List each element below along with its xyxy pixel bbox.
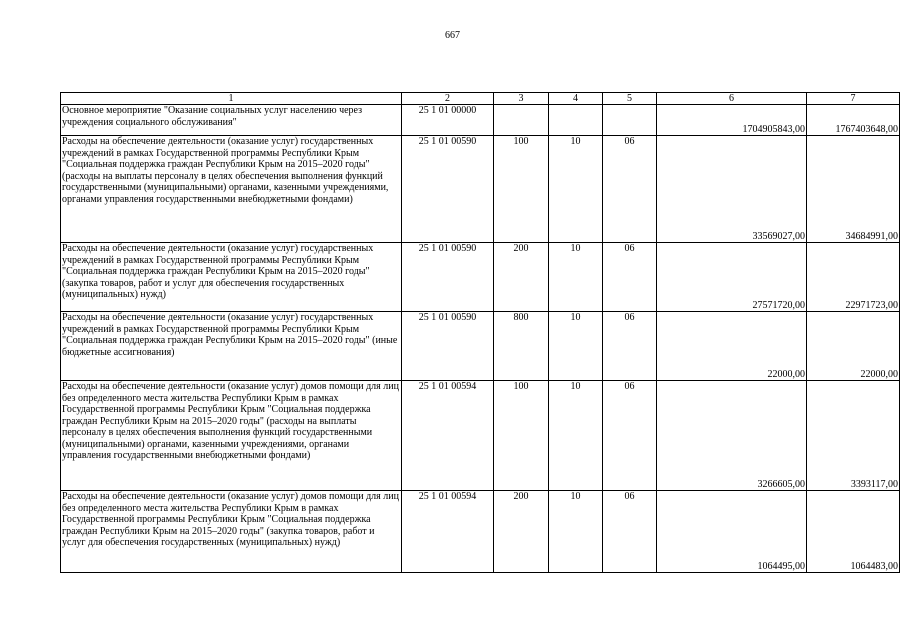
page-number: 667 <box>445 30 460 41</box>
row-amount-col7: 34684991,00 <box>807 136 900 243</box>
table-row <box>61 381 900 491</box>
row-section: 10 <box>549 381 603 491</box>
column-header: 4 <box>549 93 603 105</box>
row-section <box>549 105 603 136</box>
table-row <box>61 105 900 136</box>
row-expense-type: 200 <box>494 243 549 312</box>
row-expense-type: 800 <box>494 312 549 381</box>
row-name: Расходы на обеспечение деятельности (оказание услуг) государственных учреждений в рамках Государственной программы Республики Крым "Социальная поддержка граждан Республики Крым на 2015–2020 годы" (расходы на выплаты персоналу в целях обеспечения выполнения функций государственными (муниципальными) органами, казенными учреждениями, органами управления государственными внебюджетными фондами) <box>61 136 402 243</box>
table-row <box>61 312 900 381</box>
column-header: 1 <box>61 93 402 105</box>
row-amount-col7: 22000,00 <box>807 312 900 381</box>
column-header: 7 <box>807 93 900 105</box>
row-name: Расходы на обеспечение деятельности (оказание услуг) домов помощи для лиц без определенного места жительства Республики Крым в рамках Государственной программы Республики Крым "Социальная поддержка граждан Республики Крым на 2015–2020 годы" (закупка товаров, работ и услуг для обеспечения государственных (муниципальных) нужд) <box>61 491 402 573</box>
row-name: Расходы на обеспечение деятельности (оказание услуг) домов помощи для лиц без определенного места жительства Республики Крым в рамках Государственной программы Республики Крым "Социальная поддержка граждан Республики Крым на 2015–2020 годы" (расходы на выплаты персоналу в целях обеспечения выполнения функций государственными (муниципальными) органами, казенными учреждениями, органами управления государственными внебюджетными фондами) <box>61 381 402 491</box>
row-amount-col7: 3393117,00 <box>807 381 900 491</box>
row-amount-col7: 1064483,00 <box>807 491 900 573</box>
row-target-code: 25 1 01 00594 <box>402 381 494 491</box>
header-row <box>61 93 900 105</box>
row-target-code: 25 1 01 00594 <box>402 491 494 573</box>
row-section: 10 <box>549 491 603 573</box>
row-amount-col6: 1064495,00 <box>657 491 807 573</box>
row-expense-type: 100 <box>494 381 549 491</box>
row-section: 10 <box>549 312 603 381</box>
row-subsection: 06 <box>603 491 657 573</box>
row-amount-col7: 22971723,00 <box>807 243 900 312</box>
row-subsection: 06 <box>603 136 657 243</box>
row-subsection: 06 <box>603 243 657 312</box>
row-section: 10 <box>549 136 603 243</box>
table-row <box>61 243 900 312</box>
row-amount-col7: 1767403648,00 <box>807 105 900 136</box>
column-header: 2 <box>402 93 494 105</box>
table-row <box>61 136 900 243</box>
row-amount-col6: 1704905843,00 <box>657 105 807 136</box>
row-subsection: 06 <box>603 312 657 381</box>
row-section: 10 <box>549 243 603 312</box>
row-subsection <box>603 105 657 136</box>
row-target-code: 25 1 01 00590 <box>402 243 494 312</box>
budget-table <box>60 92 900 573</box>
row-subsection: 06 <box>603 381 657 491</box>
row-expense-type <box>494 105 549 136</box>
row-target-code: 25 1 01 00590 <box>402 312 494 381</box>
row-amount-col6: 33569027,00 <box>657 136 807 243</box>
row-amount-col6: 3266605,00 <box>657 381 807 491</box>
row-name: Основное мероприятие "Оказание социальных услуг населению через учреждения социального обслуживания" <box>61 105 402 136</box>
column-header: 6 <box>657 93 807 105</box>
table-row <box>61 491 900 573</box>
row-target-code: 25 1 01 00000 <box>402 105 494 136</box>
row-expense-type: 100 <box>494 136 549 243</box>
column-header: 3 <box>494 93 549 105</box>
row-name: Расходы на обеспечение деятельности (оказание услуг) государственных учреждений в рамках Государственной программы Республики Крым "Социальная поддержка граждан Республики Крым на 2015–2020 годы" (иные бюджетные ассигнования) <box>61 312 402 381</box>
row-target-code: 25 1 01 00590 <box>402 136 494 243</box>
row-amount-col6: 22000,00 <box>657 312 807 381</box>
column-header: 5 <box>603 93 657 105</box>
row-name: Расходы на обеспечение деятельности (оказание услуг) государственных учреждений в рамках Государственной программы Республики Крым "Социальная поддержка граждан Республики Крым на 2015–2020 годы" (закупка товаров, работ и услуг для обеспечения государственных (муниципальных) нужд) <box>61 243 402 312</box>
row-expense-type: 200 <box>494 491 549 573</box>
row-amount-col6: 27571720,00 <box>657 243 807 312</box>
